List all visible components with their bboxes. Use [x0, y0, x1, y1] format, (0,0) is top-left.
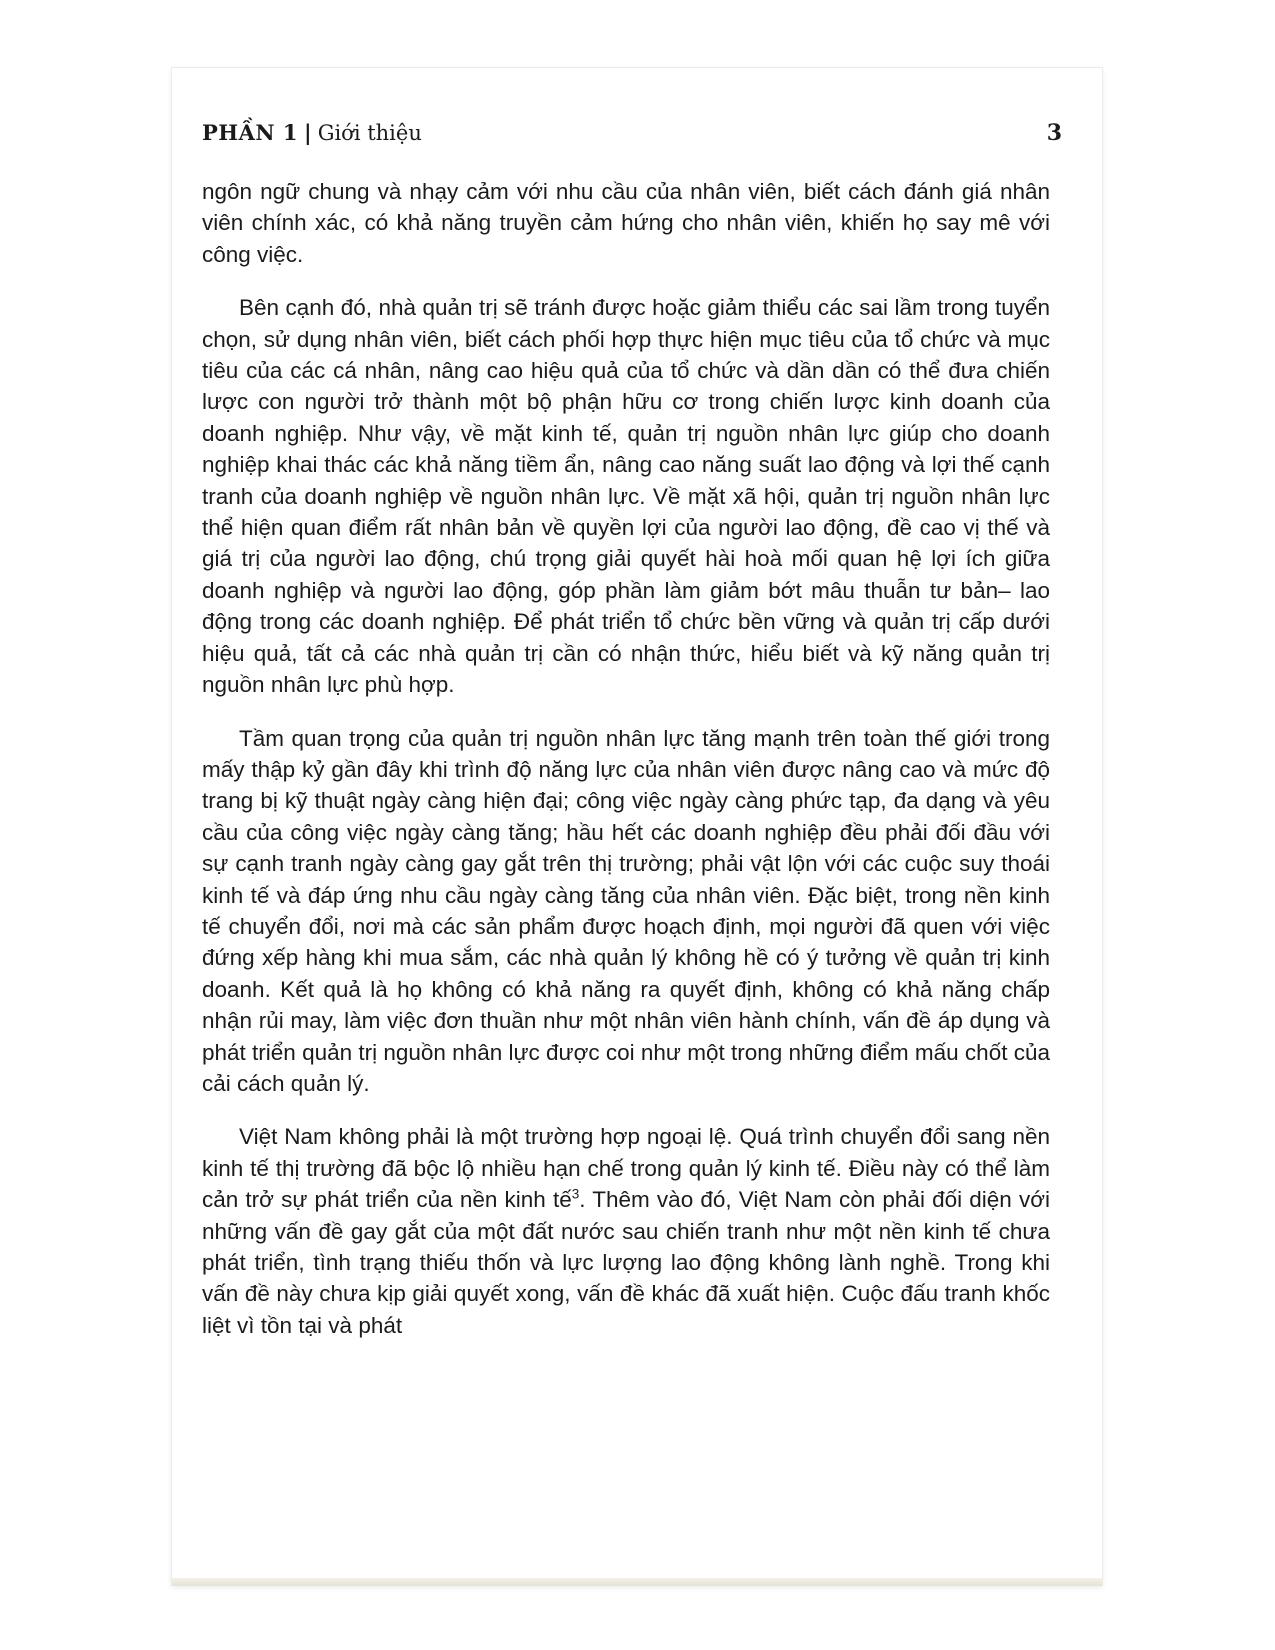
- paragraph-2: Bên cạnh đó, nhà quản trị sẽ tránh được hoặc giảm thiểu các sai lầm trong tuyển chọn, sử dụng nhân viên, biết cách phối hợp thực hiện mục tiêu của tổ chức và mục tiêu của các cá nhân, nâng cao hiệu quả của tổ chức và dần dần có thể đưa chiến lược con người trở thành một bộ phận hữu cơ trong chiến lược kinh doanh của doanh nghiệp. Như vậy, về mặt kinh tế, quản trị nguồn nhân lực giúp cho doanh nghiệp khai thác các khả năng tiềm ẩn, nâng cao năng suất lao động và lợi thế cạnh tranh của doanh nghiệp về nguồn nhân lực. Về mặt xã hội, quản trị nguồn nhân lực thể hiện quan điểm rất nhân bản về quyền lợi của người lao động, đề cao vị thế và giá trị của người lao động, chú trọng giải quyết hài hoà mối quan hệ lợi ích giữa doanh nghiệp và người lao động, góp phần làm giảm bớt mâu thuẫn tư bản– lao động trong các doanh nghiệp. Để phát triển tổ chức bền vững và quản trị cấp dưới hiệu quả, tất cả các nhà quản trị cần có nhận thức, hiểu biết và kỹ năng quản trị nguồn nhân lực phù hợp.: [202, 295, 1050, 698]
- footnote-reference[interactable]: 3: [571, 1186, 580, 1202]
- paragraph-4: [202, 1121, 1050, 1341]
- paragraph-4-text-after: . Thêm vào đó, Việt Nam còn phải đối diện với những vấn đề gay gắt của một đất nước sau chiến tranh như một nền kinh tế chưa phát triển, tình trạng thiếu thốn và lực lượng lao động không lành nghề. Trong khi vấn đề này chưa kịp giải quyết xong, vấn đề khác đã xuất hiện. Cuộc đấu tranh khốc liệt vì tồn tại và phát: [202, 1187, 1050, 1338]
- paragraph-3: Tầm quan trọng của quản trị nguồn nhân lực tăng mạnh trên toàn thế giới trong mấy thập kỷ gần đây khi trình độ năng lực của nhân viên được nâng cao và mức độ trang bị kỹ thuật ngày càng hiện đại; công việc ngày càng phức tạp, đa dạng và yêu cầu của công việc ngày càng tăng; hầu hết các doanh nghiệp đều phải đối đầu với sự cạnh tranh ngày càng gay gắt trên thị trường; phải vật lộn với các cuộc suy thoái kinh tế và đáp ứng nhu cầu ngày càng tăng của nhân viên. Đặc biệt, trong nền kinh tế chuyển đổi, nơi mà các sản phẩm được hoạch định, mọi người đã quen với việc đứng xếp hàng khi mua sắm, các nhà quản lý không hề có ý tưởng về quản trị kinh doanh. Kết quả là họ không có khả năng ra quyết định, không có khả năng chấp nhận rủi may, làm việc đơn thuần như một nhân viên hành chính, vấn đề áp dụng và phát triển quản trị nguồn nhân lực được coi như một trong những điểm mấu chốt của cải cách quản lý.: [202, 725, 1050, 1096]
- page-header: [202, 120, 1062, 160]
- paragraph-4-text-before: Việt Nam không phải là một trường hợp ngoại lệ. Quá trình chuyển đổi sang nền kinh tế thị trường đã bộc lộ nhiều hạn chế trong quản lý kinh tế. Điều này có thể làm cản trở sự phát triển của nền kinh tế: [202, 1124, 1050, 1213]
- paragraph-1: ngôn ngữ chung và nhạy cảm với nhu cầu của nhân viên, biết cách đánh giá nhân viên chính xác, có khả năng truyền cảm hứng cho nhân viên, khiến họ say mê với công việc.: [202, 179, 1050, 267]
- part-title: Giới thiệu: [317, 121, 422, 145]
- body-text: [202, 176, 1050, 1363]
- page-bottom-edge: [172, 1578, 1102, 1586]
- header-separator: |: [304, 120, 312, 145]
- book-page: [172, 68, 1102, 1585]
- page-number: 3: [1046, 120, 1062, 146]
- part-label: PHẦN 1: [202, 120, 299, 145]
- running-head: [202, 120, 422, 145]
